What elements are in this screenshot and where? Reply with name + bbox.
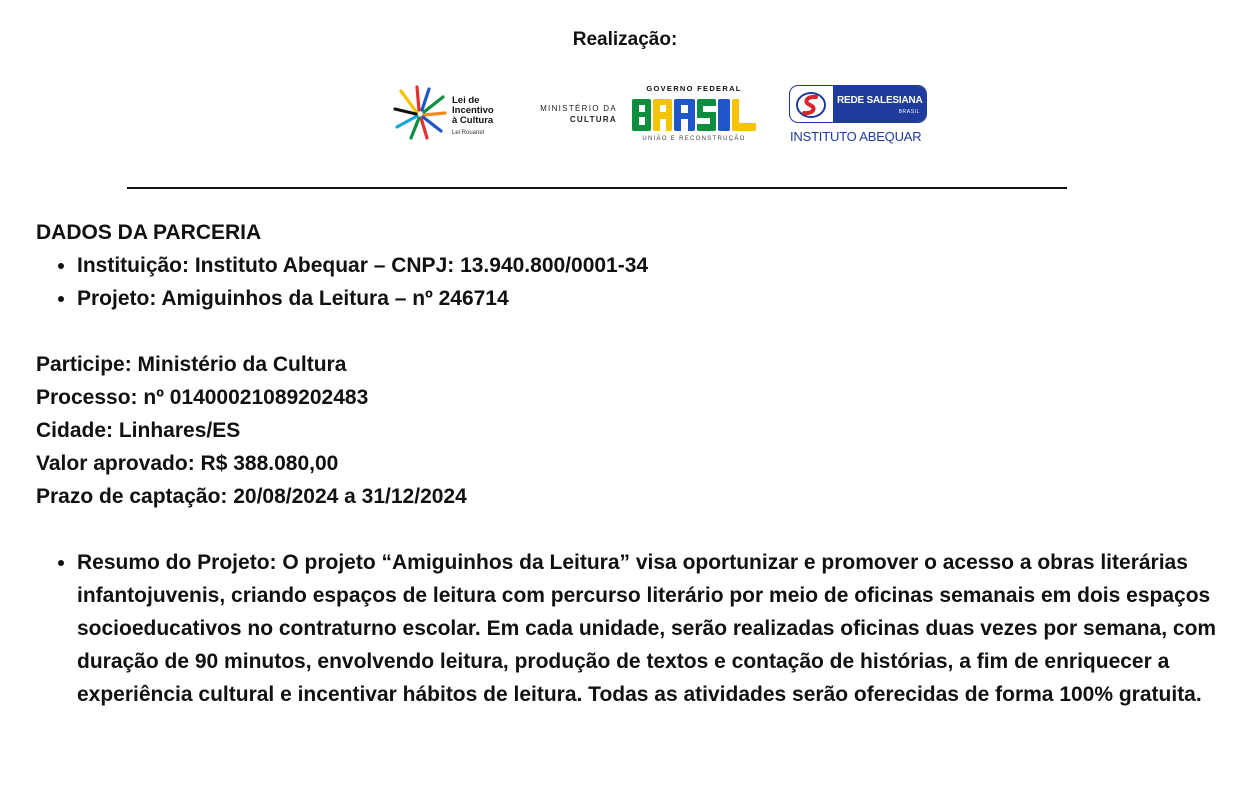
participe-line: Participe: Ministério da Cultura <box>36 353 347 376</box>
ministerio-line: MINISTÉRIO DA <box>540 104 617 113</box>
brasil-wordmark <box>630 97 758 133</box>
salesiana-badge <box>789 85 927 123</box>
list-item-projeto: • Projeto: Amiguinhos da Leitura – nº 246714 <box>77 282 1226 315</box>
logos-row <box>0 82 1250 146</box>
governo-federal-label: GOVERNO FEDERAL <box>646 84 742 93</box>
lei-burst-icon <box>393 85 449 141</box>
valor-line: Valor aprovado: R$ 388.080,00 <box>36 452 339 475</box>
brasil-block-b <box>632 99 651 131</box>
lei-title: Lei de Incentivo à Cultura <box>452 95 494 126</box>
salesiana-emblem-icon <box>795 90 827 120</box>
partnership-list <box>36 249 1226 315</box>
instituto-abequar-label: INSTITUTO ABEQUAR <box>790 129 922 144</box>
cidade-line: Cidade: Linhares/ES <box>36 419 241 442</box>
rede-salesiana-title: REDE SALESIANA <box>837 95 923 106</box>
realizacao-label: Realização: <box>572 29 678 50</box>
governo-federal-logo <box>630 84 758 144</box>
brasil-block-s <box>697 99 716 131</box>
resumo-paragraph: • Resumo do Projeto: O projeto “Amiguinhos da Leitura” visa oportunizar e promover o acesso a obras literárias infantojuvenis, criando espaços de leitura com percurso literário por meio de oficinas semanais em dois espaços socioeducativos no contraturno escolar. Em cada unidade, serão realizadas oficinas duas vezes por semana, com duração de 90 minutos, envolvendo leitura, produção de textos e contação de histórias, a fim de enriquecer a experiência cultural e incentivar hábitos de leitura. Todas as atividades serão oferecidas de forma 100% gratuita. <box>77 546 1226 711</box>
processo-line: Processo: nº 01400021089202483 <box>36 386 369 409</box>
brasil-block-i <box>718 99 730 131</box>
divider <box>127 187 1067 189</box>
lei-subtitle: Lei Rouanet <box>452 130 485 136</box>
section-heading: DADOS DA PARCERIA <box>36 221 262 244</box>
rede-salesiana-logo <box>789 85 929 145</box>
uniao-reconstrucao-label: UNIÃO E RECONSTRUÇÃO <box>642 136 746 142</box>
cultura-line: CULTURA <box>569 115 617 124</box>
prazo-line: Prazo de captação: 20/08/2024 a 31/12/2024 <box>36 485 467 508</box>
ministerio-cultura-logo <box>527 103 617 127</box>
resumo-list <box>36 546 1226 711</box>
rede-salesiana-sub: BRASIL <box>898 109 920 115</box>
lei-incentivo-logo <box>393 85 503 141</box>
list-item-instituicao: • Instituição: Instituto Abequar – CNPJ: 13.940.800/0001-34 <box>77 249 1226 282</box>
document-body <box>36 216 1226 711</box>
